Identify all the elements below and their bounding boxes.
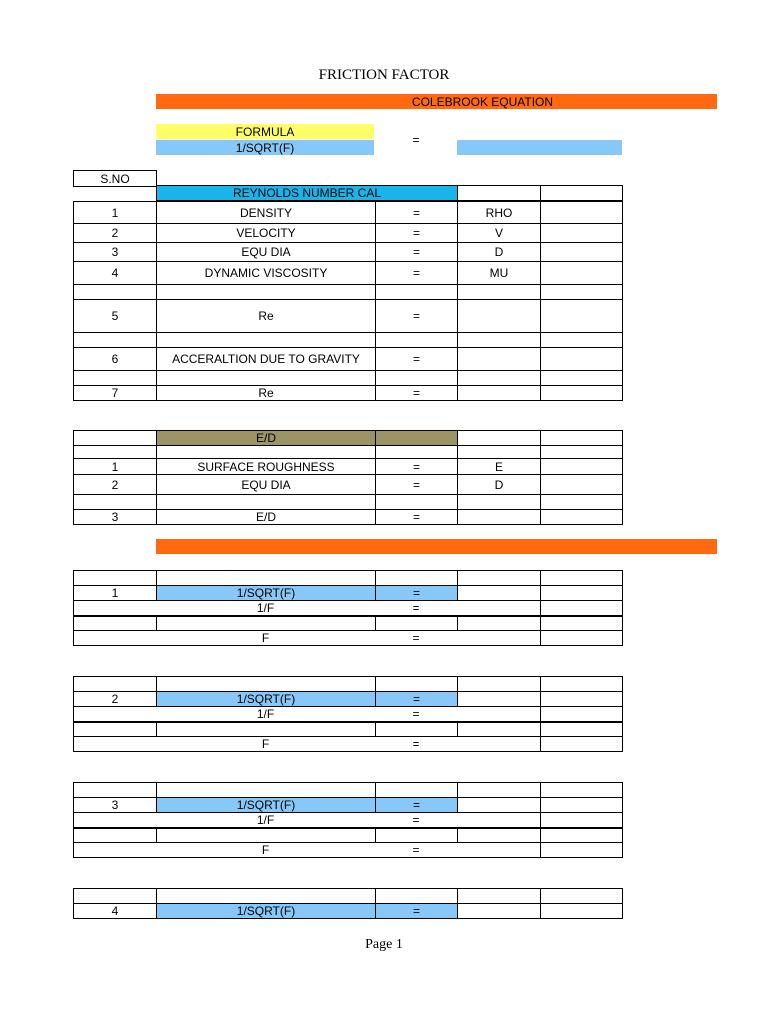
row-number: 3 <box>73 242 157 262</box>
value-cell[interactable] <box>457 903 541 919</box>
iteration-banner <box>156 539 717 554</box>
column-divider <box>540 736 541 752</box>
empty-cell[interactable] <box>457 721 541 737</box>
symbol-cell[interactable]: MU <box>457 261 541 285</box>
value-cell[interactable] <box>540 242 623 262</box>
equals-sign: = <box>375 385 458 401</box>
empty-cell[interactable] <box>156 676 376 692</box>
equals-sign: = <box>375 509 458 525</box>
parameter-label: Re <box>156 299 376 333</box>
equals-sign: = <box>412 706 420 721</box>
empty-cell[interactable] <box>156 370 376 386</box>
colebrook-banner-label: COLEBROOK EQUATION <box>411 94 554 109</box>
equals-sign: = <box>375 223 458 243</box>
empty-cell[interactable] <box>156 721 376 737</box>
empty-cell[interactable] <box>73 332 157 348</box>
empty-cell[interactable] <box>375 445 458 459</box>
empty-cell[interactable] <box>457 332 541 348</box>
empty-cell[interactable] <box>375 615 458 631</box>
equals-sign: = <box>412 842 420 857</box>
iteration-number: 3 <box>73 797 157 813</box>
empty-cell[interactable] <box>540 494 623 510</box>
value-cell[interactable] <box>457 797 541 813</box>
row-divider <box>73 828 623 829</box>
equals-sign: = <box>375 474 458 495</box>
symbol-cell[interactable]: D <box>457 474 541 495</box>
row-number: 2 <box>73 474 157 495</box>
formula-label-cell <box>156 124 374 139</box>
empty-cell[interactable] <box>457 570 541 586</box>
equals-sign: = <box>375 242 458 262</box>
row-number: 1 <box>73 458 157 475</box>
parameter-label: EQU DIA <box>156 474 376 495</box>
empty-cell[interactable] <box>375 430 458 446</box>
equals-sign: = <box>412 736 420 751</box>
value-cell[interactable] <box>540 474 623 495</box>
equals-sign: = <box>375 797 458 813</box>
empty-cell[interactable] <box>540 888 623 904</box>
column-divider <box>540 812 541 828</box>
value-cell[interactable] <box>540 385 623 401</box>
empty-cell[interactable] <box>540 332 623 348</box>
empty-cell[interactable] <box>375 284 458 300</box>
empty-cell[interactable] <box>540 570 623 586</box>
empty-cell[interactable] <box>156 284 376 300</box>
equals-sign: = <box>375 299 458 333</box>
row-number: 4 <box>73 261 157 285</box>
row-number: 7 <box>73 385 157 401</box>
sqrt-label: 1/SQRT(F) <box>156 797 376 813</box>
iteration-number: 2 <box>73 691 157 707</box>
row-divider <box>73 616 623 617</box>
empty-cell[interactable] <box>457 782 541 798</box>
empty-cell[interactable] <box>375 827 458 843</box>
value-cell[interactable] <box>457 691 541 707</box>
row-number: 3 <box>73 509 157 525</box>
sqrt-label: 1/SQRT(F) <box>156 691 376 707</box>
equals-sign: = <box>375 201 458 224</box>
colebrook-banner <box>156 94 717 109</box>
empty-cell[interactable] <box>540 676 623 692</box>
empty-cell[interactable] <box>156 570 376 586</box>
value-cell[interactable] <box>540 261 623 285</box>
empty-cell[interactable] <box>375 782 458 798</box>
value-cell[interactable] <box>540 299 623 333</box>
empty-cell[interactable] <box>375 494 458 510</box>
value-cell[interactable] <box>540 458 623 475</box>
iteration-number: 4 <box>73 903 157 919</box>
formula-label: FORMULA <box>235 124 295 139</box>
f-label: F <box>261 630 270 645</box>
equals-sign: = <box>375 347 458 371</box>
symbol-cell[interactable] <box>457 509 541 525</box>
symbol-cell[interactable]: D <box>457 242 541 262</box>
empty-cell[interactable] <box>540 185 623 201</box>
parameter-label: SURFACE ROUGHNESS <box>156 458 376 475</box>
empty-cell[interactable] <box>156 888 376 904</box>
empty-cell[interactable] <box>375 676 458 692</box>
empty-cell[interactable] <box>73 284 157 300</box>
parameter-label: Re <box>156 385 376 401</box>
inverse-f-label: 1/F <box>256 600 275 615</box>
empty-cell[interactable] <box>540 615 623 631</box>
equals-sign: = <box>375 903 458 919</box>
row-number: 5 <box>73 299 157 333</box>
value-cell[interactable] <box>457 585 541 601</box>
row-number: 2 <box>73 223 157 243</box>
empty-cell[interactable] <box>457 888 541 904</box>
formula-result-cell[interactable] <box>457 140 622 155</box>
empty-cell[interactable] <box>457 284 541 300</box>
inverse-f-label: 1/F <box>256 812 275 827</box>
empty-cell[interactable] <box>457 676 541 692</box>
empty-cell[interactable] <box>156 332 376 348</box>
equals-sign: = <box>412 630 420 645</box>
value-cell[interactable] <box>540 223 623 243</box>
value-cell[interactable] <box>540 509 623 525</box>
column-divider <box>540 706 541 722</box>
row-number: 6 <box>73 347 157 371</box>
empty-cell[interactable] <box>457 430 541 446</box>
empty-cell[interactable] <box>540 445 623 459</box>
empty-cell[interactable] <box>540 827 623 843</box>
empty-cell[interactable] <box>73 494 157 510</box>
value-cell[interactable] <box>540 903 623 919</box>
empty-cell[interactable] <box>540 370 623 386</box>
empty-cell[interactable] <box>73 827 157 843</box>
empty-cell[interactable] <box>457 185 541 201</box>
empty-cell[interactable] <box>457 615 541 631</box>
page-number: Page 1 <box>365 937 403 952</box>
sqrt-label: 1/SQRT(F) <box>156 903 376 919</box>
parameter-label: DENSITY <box>156 201 376 224</box>
empty-cell[interactable] <box>375 370 458 386</box>
reynolds-header: REYNOLDS NUMBER CAL <box>156 185 458 201</box>
empty-cell[interactable] <box>73 615 157 631</box>
empty-cell[interactable] <box>457 494 541 510</box>
parameter-label: DYNAMIC VISCOSITY <box>156 261 376 285</box>
empty-cell[interactable] <box>73 782 157 798</box>
empty-cell[interactable] <box>375 570 458 586</box>
empty-cell[interactable] <box>73 888 157 904</box>
empty-cell[interactable] <box>73 430 157 446</box>
empty-cell[interactable] <box>156 615 376 631</box>
parameter-label: ACCERALTION DUE TO GRAVITY <box>156 347 376 371</box>
empty-cell[interactable] <box>73 676 157 692</box>
parameter-label: E/D <box>156 509 376 525</box>
column-divider <box>540 630 541 646</box>
formula-expression-cell <box>156 140 374 155</box>
column-divider <box>540 842 541 858</box>
equals-sign: = <box>375 458 458 475</box>
f-label: F <box>261 736 270 751</box>
equals-sign: = <box>375 691 458 707</box>
column-divider <box>540 600 541 616</box>
empty-cell[interactable] <box>457 445 541 459</box>
value-cell[interactable] <box>540 347 623 371</box>
empty-cell[interactable] <box>73 370 157 386</box>
empty-cell[interactable] <box>375 332 458 348</box>
empty-cell[interactable] <box>540 430 623 446</box>
empty-cell[interactable] <box>73 721 157 737</box>
f-label: F <box>261 842 270 857</box>
inverse-f-label: 1/F <box>256 706 275 721</box>
ed-header: E/D <box>156 430 376 446</box>
empty-cell[interactable] <box>375 888 458 904</box>
empty-cell[interactable] <box>156 782 376 798</box>
symbol-cell[interactable]: V <box>457 223 541 243</box>
sqrt-label: 1/SQRT(F) <box>156 585 376 601</box>
equals-sign: = <box>375 585 458 601</box>
sno-header: S.NO <box>73 170 157 187</box>
value-cell[interactable] <box>540 797 623 813</box>
row-number: 1 <box>73 201 157 224</box>
row-divider <box>73 722 623 723</box>
equals-sign: = <box>412 600 420 615</box>
symbol-cell[interactable] <box>457 299 541 333</box>
empty-cell[interactable] <box>540 284 623 300</box>
value-cell[interactable] <box>540 691 623 707</box>
parameter-label: VELOCITY <box>156 223 376 243</box>
value-cell[interactable] <box>540 585 623 601</box>
formula-expression: 1/SQRT(F) <box>235 140 295 155</box>
empty-cell[interactable] <box>540 782 623 798</box>
empty-cell[interactable] <box>73 445 157 459</box>
empty-cell[interactable] <box>375 721 458 737</box>
empty-cell[interactable] <box>156 827 376 843</box>
iteration-number: 1 <box>73 585 157 601</box>
value-cell[interactable] <box>540 201 623 224</box>
empty-cell[interactable] <box>457 370 541 386</box>
symbol-cell[interactable] <box>457 385 541 401</box>
empty-cell[interactable] <box>540 721 623 737</box>
formula-equals: = <box>412 133 420 147</box>
empty-cell[interactable] <box>156 445 376 459</box>
symbol-cell[interactable]: RHO <box>457 201 541 224</box>
equals-sign: = <box>412 812 420 827</box>
equals-sign: = <box>375 261 458 285</box>
empty-cell[interactable] <box>156 494 376 510</box>
symbol-cell[interactable] <box>457 347 541 371</box>
symbol-cell[interactable]: E <box>457 458 541 475</box>
parameter-label: EQU DIA <box>156 242 376 262</box>
empty-cell[interactable] <box>73 570 157 586</box>
page-title: FRICTION FACTOR <box>318 67 450 83</box>
empty-cell[interactable] <box>457 827 541 843</box>
